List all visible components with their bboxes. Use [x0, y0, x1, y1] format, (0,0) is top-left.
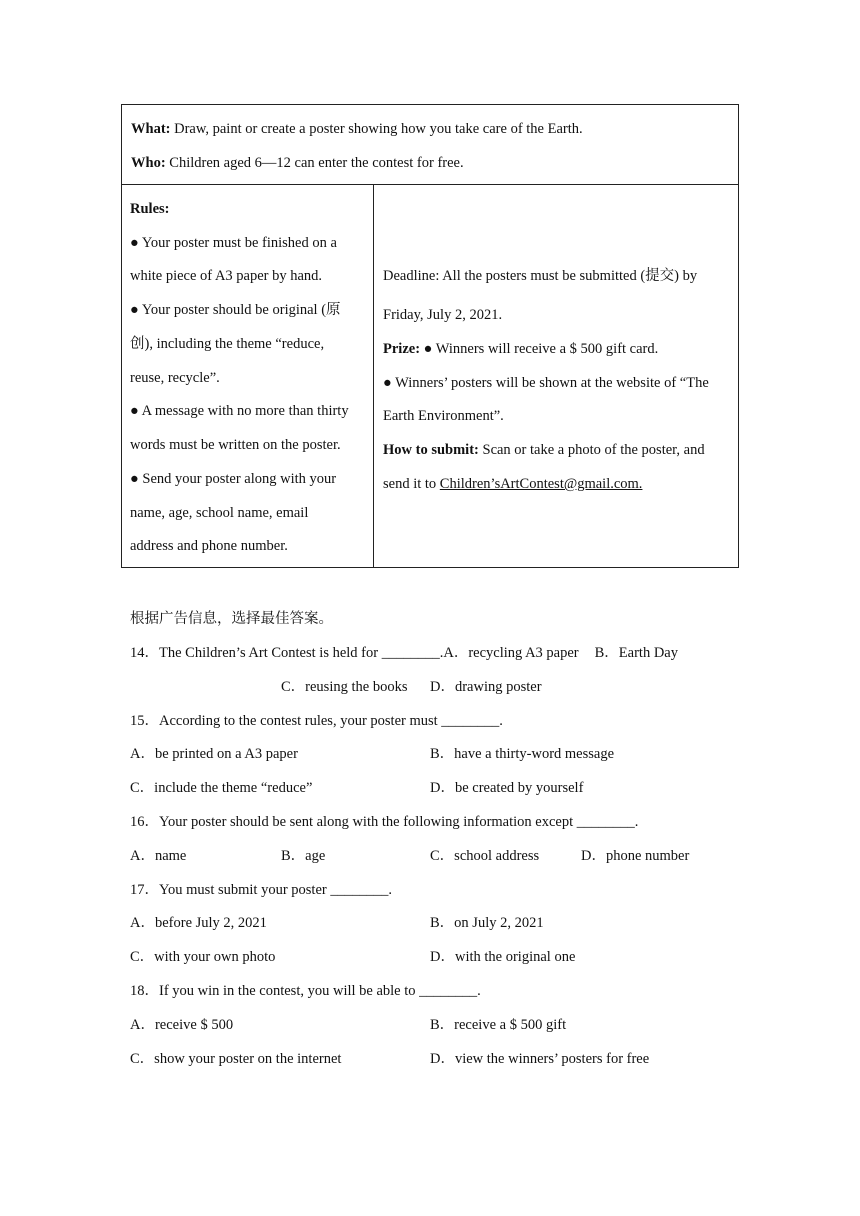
rules-line: ● Your poster must be finished on a [130, 235, 337, 251]
rules-line: 创), including the theme “reduce, [130, 336, 325, 352]
option-d[interactable]: D．be created by yourself [430, 780, 584, 796]
question-16: 16．Your poster should be sent along with the following information except ________. [130, 814, 639, 830]
option-c[interactable]: C．with your own photo [130, 949, 276, 965]
submit-label: How to submit: [383, 442, 479, 458]
option-a[interactable]: A．receive $ 500 [130, 1017, 234, 1033]
option-d[interactable]: D．drawing poster [430, 679, 542, 695]
deadline-line: Deadline: All the posters must be submitted (提交) by [383, 268, 698, 284]
rules-line: ● Your poster should be original (原 [130, 302, 341, 318]
question-18: 18．If you win in the contest, you will be able to ________. [130, 983, 481, 999]
what-line [131, 120, 583, 138]
deadline-prize-cell [374, 185, 738, 567]
contest-ad-table [121, 104, 739, 568]
ad-top-row [122, 105, 738, 185]
submit-prefix: send it to [383, 476, 440, 492]
submit-line [383, 441, 705, 459]
rules-line: ● Send your poster along with your [130, 471, 337, 487]
option-c[interactable]: C．include the theme “reduce” [130, 780, 313, 796]
option-d[interactable]: D．with the original one [430, 949, 576, 965]
rules-line: reuse, recycle”. [130, 370, 220, 386]
instruction-text: 根据广告信息，选择最佳答案。 [130, 611, 333, 627]
option-b[interactable]: B．age [281, 848, 326, 864]
rules-cell [122, 185, 374, 567]
option-b[interactable]: B．have a thirty-word message [430, 746, 615, 762]
rules-line: white piece of A3 paper by hand. [130, 268, 323, 284]
prize-line-3: Earth Environment”. [383, 408, 504, 424]
deadline-date: Friday, July 2, 2021. [383, 307, 503, 323]
rules-line: address and phone number. [130, 538, 288, 554]
question-15: 15．According to the contest rules, your poster must ________. [130, 713, 503, 729]
prize-line-2: ● Winners’ posters will be shown at the website of “The [383, 375, 709, 391]
option-c[interactable]: C．show your poster on the internet [130, 1051, 342, 1067]
rules-line: name, age, school name, email [130, 505, 309, 521]
option-b[interactable]: B．on July 2, 2021 [430, 915, 544, 931]
option-b[interactable]: B．Earth Day [594, 645, 678, 661]
who-text: Children aged 6—12 can enter the contest for free. [165, 155, 464, 171]
question-stem: 14．The Children’s Art Contest is held for ________. [130, 645, 444, 661]
option-a[interactable]: A．be printed on a A3 paper [130, 746, 298, 762]
option-c[interactable]: C．school address [430, 848, 540, 864]
option-a[interactable]: A．recycling A3 paper [443, 645, 579, 661]
option-a[interactable]: A．before July 2, 2021 [130, 915, 267, 931]
what-label: What: [131, 121, 171, 137]
submit-line-2 [383, 475, 642, 493]
rules-line: ● A message with no more than thirty [130, 403, 349, 419]
option-d[interactable]: D．view the winners’ posters for free [430, 1051, 650, 1067]
who-label: Who: [131, 155, 166, 171]
prize-line [383, 340, 658, 358]
prize-label: Prize: [383, 341, 421, 357]
option-c[interactable]: C．reusing the books [281, 679, 408, 695]
question-14 [130, 644, 678, 662]
what-text: Draw, paint or create a poster showing how you take care of the Earth. [170, 121, 583, 137]
question-17: 17．You must submit your poster ________. [130, 882, 392, 898]
prize-text: ● Winners will receive a $ 500 gift card. [420, 341, 659, 357]
option-a[interactable]: A．name [130, 848, 187, 864]
submit-text: Scan or take a photo of the poster, and [478, 442, 705, 458]
option-d[interactable]: D．phone number [581, 848, 690, 864]
rules-heading: Rules: [130, 201, 170, 217]
option-b[interactable]: B．receive a $ 500 gift [430, 1017, 567, 1033]
who-line [131, 154, 464, 172]
rules-line: words must be written on the poster. [130, 437, 341, 453]
contest-email-link[interactable]: Children’sArtContest@gmail.com. [439, 476, 643, 492]
